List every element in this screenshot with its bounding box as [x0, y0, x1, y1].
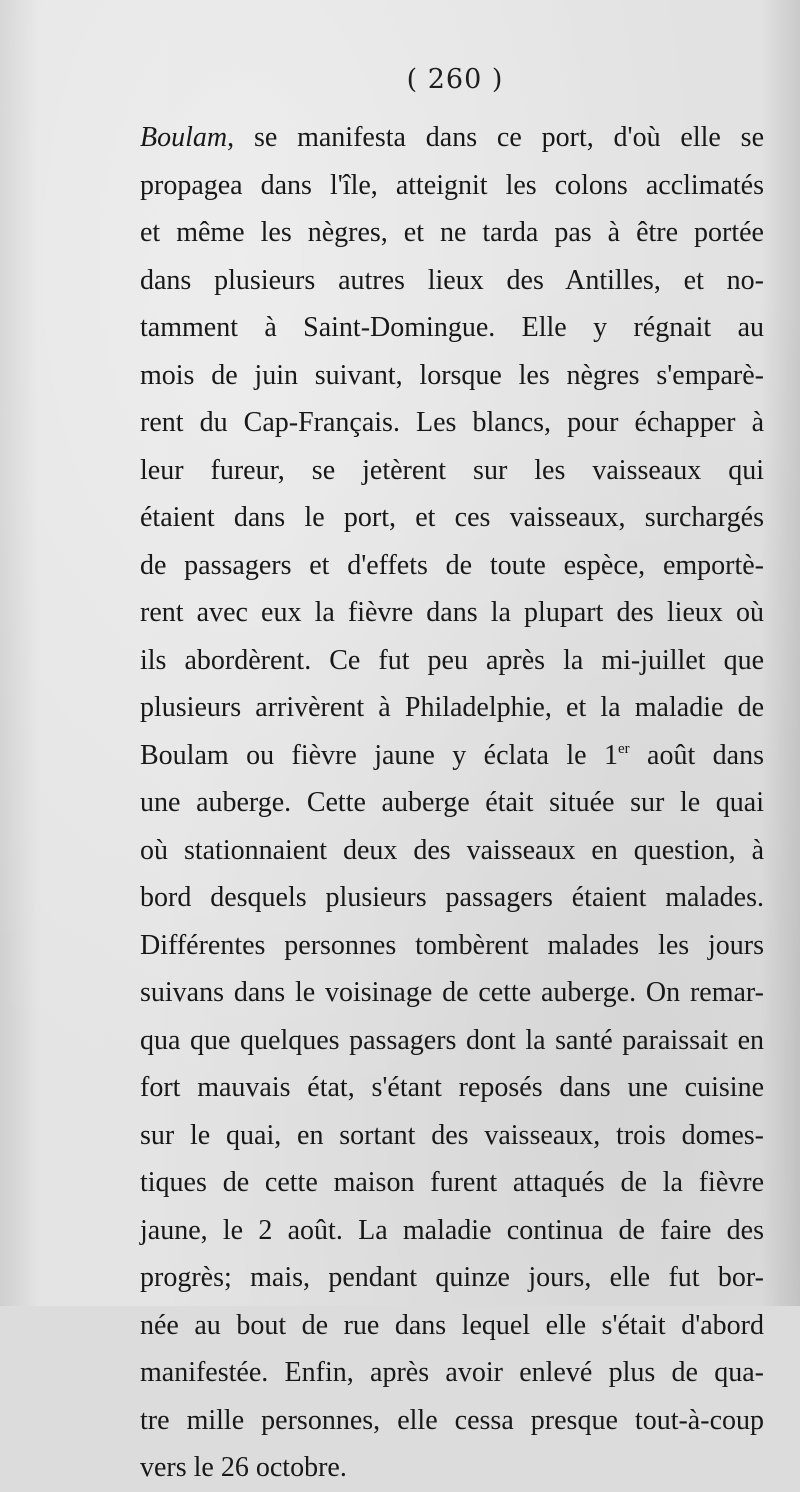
text-line: mois de juin suivant, lorsque les nègres s'emparè-	[140, 359, 764, 391]
text-line: étaient dans le port, et ces vaisseaux, surchargés	[140, 502, 764, 533]
text-line: Différentes personnes tombèrent malades les jours	[140, 929, 764, 961]
text-line: qua que quelques passagers dont la santé paraissait en	[140, 1024, 764, 1056]
superscript: er	[617, 740, 630, 757]
text-line: et même les nègres, et ne tarda pas à être portée	[140, 217, 764, 248]
text-line: dans plusieurs autres lieux des Antilles, et no-	[140, 264, 764, 296]
text-line: manifestée. Enfin, après avoir enlevé plus de qua-	[140, 1357, 764, 1388]
italic-word: Boulam	[140, 122, 228, 153]
page-number: ( 260 )	[406, 64, 504, 95]
body-text	[140, 114, 764, 1492]
text-line: jaune, le 2 août. La maladie continua de faire des	[140, 1214, 764, 1246]
text-line: propagea dans l'île, atteignit les colons acclimatés	[140, 169, 764, 201]
text-line: où stationnaient deux des vaisseaux en question, à	[140, 834, 764, 866]
text-line: rent avec eux la fièvre dans la plupart des lieux où	[140, 597, 764, 628]
text-line: tiques de cette maison furent attaqués de la fièvre	[140, 1167, 764, 1198]
text-line: vers le 26 octobre.	[140, 1452, 347, 1483]
text-line: leur fureur, se jetèrent sur les vaisseaux qui	[140, 454, 764, 486]
text-line: une auberge. Cette auberge était située sur le quai	[140, 787, 764, 818]
text-line: tre mille personnes, elle cessa presque tout-à-coup	[140, 1404, 764, 1436]
text-line: suivans dans le voisinage de cette auberge. On remar-	[140, 977, 764, 1008]
text-line: fort mauvais état, s'étant reposés dans une cuisine	[140, 1072, 764, 1103]
text-line: ils abordèrent. Ce fut peu après la mi-juillet que	[140, 644, 764, 676]
text-line: Boulam, se manifesta dans ce port, d'où elle se	[140, 122, 764, 153]
text-line: sur le quai, en sortant des vaisseaux, trois domes-	[140, 1119, 764, 1151]
text-line: bord desquels plusieurs passagers étaient malades.	[140, 882, 764, 913]
text-line: progrès; mais, pendant quinze jours, elle fut bor-	[140, 1262, 764, 1293]
text-line: de passagers et d'effets de toute espèce, emportè-	[140, 549, 764, 581]
text-line: née au bout de rue dans lequel elle s'était d'abord	[140, 1309, 764, 1341]
text-line: rent du Cap-Français. Les blancs, pour échapper à	[140, 407, 764, 438]
text-line: Boulam ou fièvre jaune y éclata le 1er août dans	[140, 739, 765, 771]
text-line: tamment à Saint-Domingue. Elle y régnait au	[140, 312, 764, 343]
text-line: plusieurs arrivèrent à Philadelphie, et la maladie de	[140, 692, 764, 723]
